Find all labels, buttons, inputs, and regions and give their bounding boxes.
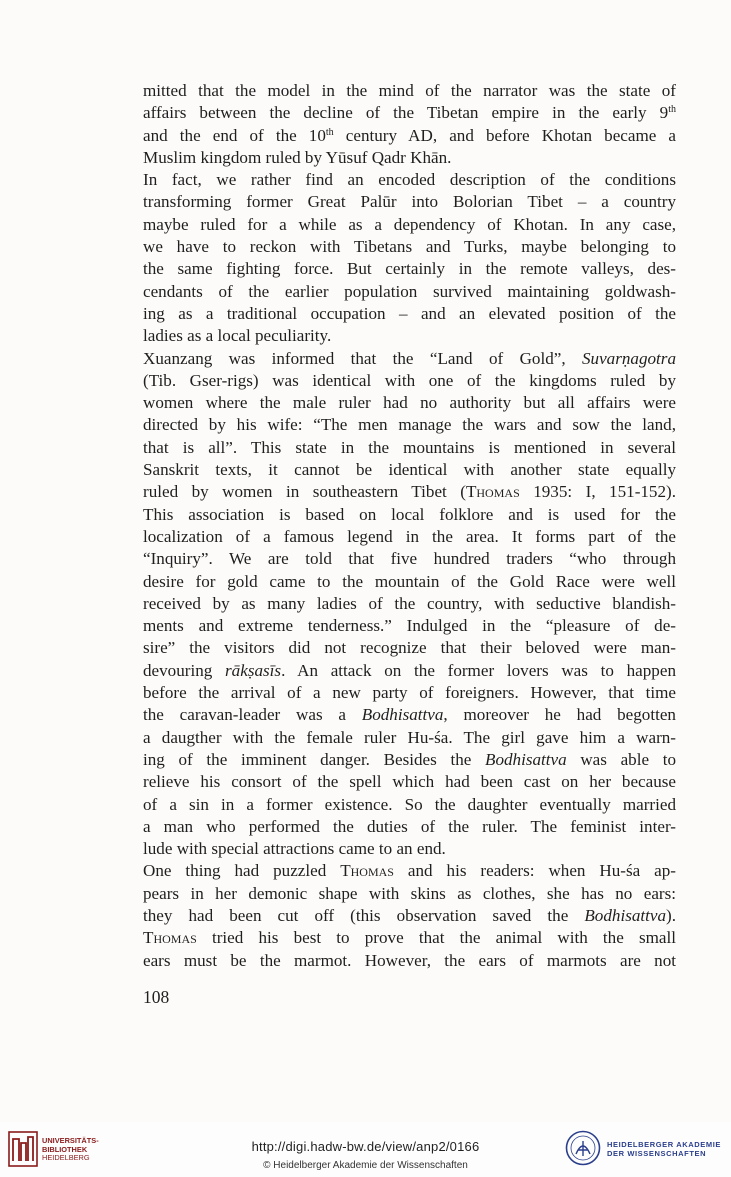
text-run: ladies as a local peculiarity.	[143, 326, 332, 346]
text-line	[143, 593, 676, 615]
text-run: mitted that the model in the mind of the narrator was the state of	[143, 81, 676, 100]
text-run: we have to reckon with Tibetans and Turks, maybe belonging to	[143, 237, 676, 257]
copyright-notice: © Heidelberger Akademie der Wissenschaften	[263, 1160, 468, 1171]
text-line	[143, 481, 676, 503]
text-line	[143, 905, 676, 927]
text-line	[143, 102, 676, 124]
italic-term: Bodhisattva	[361, 705, 444, 725]
text-line	[143, 637, 676, 659]
text-run: women where the male ruler had no authority but all affairs were	[143, 393, 676, 413]
author-name-smallcaps: Thomas	[465, 482, 520, 502]
text-run: a daugther with the female ruler Hu-śa. The girl gave him a warn-	[143, 727, 676, 747]
author-name-smallcaps: Thomas	[340, 861, 394, 881]
text-line	[143, 816, 676, 838]
academy-seal-icon	[565, 1130, 601, 1166]
ordinal-superscript: th	[325, 126, 334, 138]
text-line	[143, 281, 676, 303]
ordinal-superscript: th	[668, 104, 676, 116]
text-line	[143, 169, 676, 191]
text-line	[143, 615, 676, 637]
text-line	[143, 504, 676, 526]
text-line	[143, 860, 676, 882]
text-line	[143, 459, 676, 481]
text-run: ears must be the marmot. However, the ears of marmots are not	[143, 950, 676, 970]
author-name-smallcaps: Thomas	[143, 928, 197, 948]
text-run: and his readers: when Hu-śa ap-	[393, 861, 676, 881]
text-line	[143, 883, 676, 905]
text-line	[143, 147, 676, 169]
text-line	[143, 414, 676, 436]
text-line	[143, 236, 676, 258]
text-line	[143, 838, 676, 860]
text-run: “Inquiry”. We are told that five hundred traders “who through	[143, 549, 676, 569]
text-line	[143, 749, 676, 771]
text-run: relieve his consort of the spell which had been cast on her because	[143, 772, 676, 792]
academy-name	[607, 1140, 721, 1158]
text-run: ments and extreme tenderness.” Indulged in the “pleasure of de-	[143, 616, 676, 636]
text-run: transforming former Great Palūr into Bolorian Tibet – a country	[143, 192, 676, 212]
text-line	[143, 348, 676, 370]
text-line	[143, 660, 676, 682]
library-name-line: UNIVERSITÄTS-	[42, 1136, 99, 1145]
text-run: localization of a famous legend in the area. It forms part of the	[143, 526, 676, 546]
academy-name-line: HEIDELBERGER AKADEMIE	[607, 1140, 721, 1149]
text-line	[143, 437, 676, 459]
text-run: was able to	[566, 749, 676, 769]
text-run: This association is based on local folklore and is used for the	[143, 504, 676, 524]
text-line	[143, 80, 676, 102]
text-run: , moreover he had begotten	[443, 705, 676, 725]
library-name-line: BIBLIOTHEK	[42, 1144, 88, 1154]
text-run: and the end of the 10	[143, 125, 326, 145]
text-line	[143, 771, 676, 793]
text-run: Sanskrit texts, it cannot be identical with another state equally	[143, 460, 676, 480]
text-run: received by as many ladies of the country, with seductive blandish-	[143, 593, 676, 613]
text-run: they had been cut off (this observation saved the	[143, 905, 585, 925]
text-run: cendants of the earlier population survived maintaining goldwash-	[143, 281, 676, 301]
text-run: of a sin in a former existence. So the daughter eventually married	[143, 794, 676, 814]
text-run: Muslim kingdom ruled by Yūsuf Qadr Khān.	[143, 147, 452, 167]
text-run: before the arrival of a new party of foreigners. However, that time	[143, 683, 676, 703]
text-run: a man who performed the duties of the ruler. The feminist inter-	[143, 816, 676, 836]
text-run: One thing had puzzled	[143, 861, 341, 881]
text-run: ).	[666, 905, 676, 925]
text-run: devouring	[143, 660, 226, 680]
italic-term: rākṣasīs	[225, 660, 282, 680]
text-line	[143, 258, 676, 280]
text-run: the same fighting force. But certainly in the remote valleys, des-	[143, 259, 676, 279]
text-line	[143, 125, 676, 147]
text-line	[143, 191, 676, 213]
library-name-line: HEIDELBERG	[42, 1153, 90, 1163]
text-run: desire for gold came to the mountain of the Gold Race were well	[143, 571, 676, 591]
page-number: 108	[143, 987, 170, 1007]
text-line	[143, 704, 676, 726]
italic-term: Suvarṇagotra	[581, 348, 676, 368]
text-run: pears in her demonic shape with skins as clothes, she has no ears:	[143, 883, 676, 903]
text-line	[143, 927, 676, 949]
text-line	[143, 794, 676, 816]
body-text	[143, 80, 676, 972]
text-run: affairs between the decline of the Tibetan empire in the early 9	[143, 103, 669, 123]
text-line	[143, 392, 676, 414]
italic-term: Bodhisattva	[584, 905, 667, 925]
text-run: ruled by women in southeastern Tibet (	[143, 482, 466, 502]
text-run: lude with special attractions came to an end.	[143, 839, 446, 859]
text-line	[143, 526, 676, 548]
text-run: 1935: I, 151-152).	[519, 482, 676, 502]
text-run: ing as a traditional occupation – and an elevated position of the	[143, 303, 676, 323]
text-run: the caravan-leader was a	[143, 705, 362, 725]
text-line	[143, 682, 676, 704]
text-line	[143, 325, 676, 347]
italic-term: Bodhisattva	[485, 749, 567, 769]
text-run: directed by his wife: “The men manage the wars and sow the land,	[143, 415, 676, 435]
text-run: sire” the visitors did not recognize that their beloved were man-	[143, 638, 676, 658]
text-line	[143, 303, 676, 325]
text-line	[143, 727, 676, 749]
text-run: In fact, we rather find an encoded description of the conditions	[143, 170, 676, 190]
text-run: Xuanzang was informed that the “Land of Gold”,	[143, 348, 582, 368]
text-line	[143, 214, 676, 236]
text-line	[143, 370, 676, 392]
text-run: tried his best to prove that the animal with the small	[196, 928, 676, 948]
text-run: century AD, and before Khotan became a	[333, 125, 676, 145]
permalink-url[interactable]: http://digi.hadw-bw.de/view/anp2/0166	[251, 1139, 480, 1154]
text-line	[143, 571, 676, 593]
text-run: ing of the imminent danger. Besides the	[143, 749, 485, 769]
text-run: that is all”. This state in the mountains is mentioned in several	[143, 437, 676, 457]
text-run: (Tib. Gser-rigs) was identical with one of the kingdoms ruled by	[143, 370, 676, 390]
text-run: . An attack on the former lovers was to happen	[281, 660, 676, 680]
academy-name-line: DER WISSENSCHAFTEN	[607, 1149, 707, 1159]
text-line	[143, 950, 676, 972]
text-line	[143, 548, 676, 570]
text-run: maybe ruled for a while as a dependency of Khotan. In any case,	[143, 214, 676, 234]
